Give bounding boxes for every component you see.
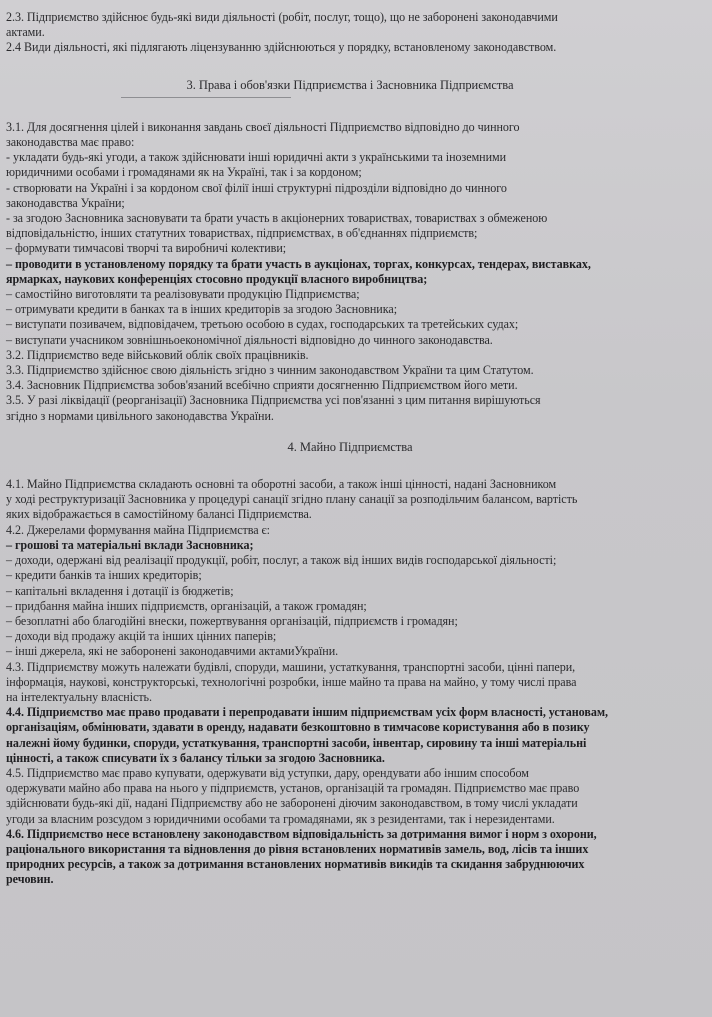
text-line: 3.1. Для досягнення цілей і виконання завдань своєї діяльності Підприємство відповідно до чинного: [6, 119, 520, 134]
text-line: – кредити банків та інших кредиторів;: [6, 568, 202, 583]
section-3-body: [6, 120, 694, 424]
text-line: належні йому будинки, споруди, устаткування, транспортні засоби, інвентар, сировину та інші матеріальні: [6, 735, 587, 750]
text-line: 3.5. У разі ліквідації (реорганізації) Засновника Підприємства усі пов'язанні з цим питання вирішуються: [6, 393, 541, 408]
text-line: 4.4. Підприємство має право продавати і перепродавати іншим підприємствам усіх форм власності, установам,: [6, 705, 608, 720]
text-line: - укладати будь-які угоди, а також здійснювати інші юридичні акти з українськими та іноземними: [6, 150, 507, 165]
text-line: згідно з нормами цивільного законодавства України.: [6, 408, 274, 423]
text-line: 3.3. Підприємство здійснює свою діяльність згідно з чинним законодавством України та цим Статутом.: [6, 363, 534, 378]
text-line: юридичними особами і громадянами як на Україні, так і за кордоном;: [6, 165, 362, 180]
text-line: актами.: [6, 25, 45, 40]
section-2-tail: [6, 10, 694, 56]
text-line: угоди за власним розсудом з юридичними особами та громадянами, як з резидентами, так і нерезидентами.: [6, 811, 555, 826]
text-line: 2.4 Види діяльності, які підлягають ліцензуванню здійснюються у порядку, встановленому законодавством.: [6, 40, 557, 55]
text-line: – самостійно виготовляти та реалізовувати продукцію Підприємства;: [6, 287, 360, 302]
text-line: речовин.: [6, 872, 54, 887]
text-line: – проводити в установленому порядку та брати участь в аукціонах, торгах, конкурсах, тендерах, виставках,: [6, 256, 591, 271]
text-line: ярмарках, наукових конференціях стосовно продукції власного виробництва;: [6, 271, 428, 286]
text-line: – придбання майна інших підприємств, організацій, а також громадян;: [6, 598, 367, 613]
section-3-heading: 3. Права і обов'язки Підприємства і Засновника Підприємства: [186, 77, 514, 92]
text-line: 4.6. Підприємство несе встановлену законодавством відповідальність за дотримання вимог і норм з охорони,: [6, 826, 597, 841]
text-line: інформація, наукові, конструкторські, технологічні розробки, інше майно та права на майно, у тому числі права: [6, 674, 577, 689]
text-line: відповідальністю, інших статутних товариствах, підприємствах, в об'єднаннях підприємств;: [6, 226, 478, 241]
text-line: – безоплатні або благодійні внески, пожертвування організацій, підприємств і громадян;: [6, 613, 458, 628]
text-line: 4.1. Майно Підприємства складають основні та оборотні засоби, а також інші цінності, надані Засновником: [6, 477, 557, 492]
text-line: - за згодою Засновника засновувати та брати участь в акціонерних товариствах, товариствах з обмеженою: [6, 211, 548, 226]
text-line: здійснювати будь-які дії, надані Підприємству або не заборонені діючим законодавством, в тому числі укладати: [6, 796, 578, 811]
text-line: на інтелектуальну власність.: [6, 689, 152, 704]
text-line: цінності, а також списувати їх з балансу тільки за згодою Засновника.: [6, 750, 385, 765]
section-4-heading: 4. Майно Підприємства: [287, 439, 413, 454]
text-line: організаціям, обмінювати, здавати в оренду, надавати безкоштовно в тимчасове користування або в позику: [6, 720, 590, 735]
text-line: 3.4. Засновник Підприємства зобов'язаний всебічно сприяти досягненню Підприємством його мети.: [6, 378, 518, 393]
text-line: у ході реструктуризації Засновника у процедурі санації згідно плану санації за розподільчим балансом, вартість: [6, 492, 578, 507]
text-line: – доходи, одержані від реалізації продукції, робіт, послуг, а також від інших видів господарської діяльності;: [6, 553, 557, 568]
text-line: – формувати тимчасові творчі та виробничі колективи;: [6, 241, 287, 256]
text-line: 4.3. Підприємству можуть належати будівлі, споруди, машини, устаткування, транспортні засоби, цінні папери,: [6, 659, 576, 674]
text-line: – виступати учасником зовнішньоекономічної діяльності відповідно до чинного законодавства.: [6, 332, 493, 347]
text-line: 3.2. Підприємство веде військовий облік своїх працівників.: [6, 347, 309, 362]
text-line: раціонального використання та відновлення до рівня встановлених нормативів замель, вод, лісів та інших: [6, 841, 589, 856]
text-line: – отримувати кредити в банках та в інших кредиторів за згодою Засновника;: [6, 302, 398, 317]
text-line: законодавства України;: [6, 195, 125, 210]
section-4-body: [6, 477, 694, 887]
text-line: – виступати позивачем, відповідачем, третьою особою в судах, господарських та третейських судах;: [6, 317, 519, 332]
text-line: 2.3. Підприємство здійснює будь-які види діяльності (робіт, послуг, тощо), що не заборонені законодавчими: [6, 10, 558, 24]
text-line: - створювати на Україні і за кордоном свої філії інші структурні підрозділи відповідно до чинного: [6, 180, 507, 195]
text-line: 4.2. Джерелами формування майна Підприємства є:: [6, 522, 270, 537]
text-line: – грошові та матеріальні вклади Засновника;: [6, 537, 254, 552]
text-line: – інші джерела, які не заборонені законодавчими актамиУкраїни.: [6, 644, 339, 659]
text-line: – капітальні вкладення і дотації із бюджетів;: [6, 583, 234, 598]
text-line: яких відображається в самостійному балансі Підприємства.: [6, 507, 312, 522]
text-line: законодавства має право:: [6, 135, 135, 150]
text-line: природних ресурсів, а також за дотримання встановлених нормативів викидів та скидання забруднюючих: [6, 857, 585, 872]
text-line: одержувати майно або права на нього у підприємств, установ, організацій та громадян. Підприємство має право: [6, 781, 580, 796]
text-line: 4.5. Підприємство має право купувати, одержувати від уступки, дару, орендувати або іншим способом: [6, 765, 529, 780]
text-line: – доходи від продажу акцій та інших цінних паперів;: [6, 629, 277, 644]
